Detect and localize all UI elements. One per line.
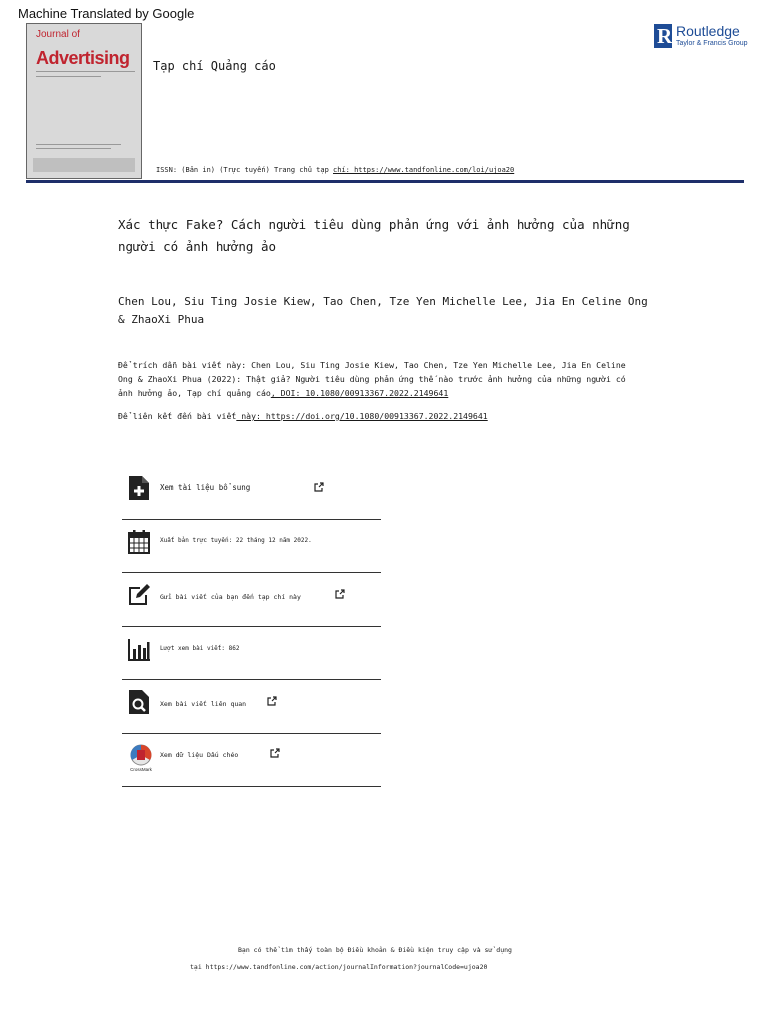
routledge-logo	[654, 22, 754, 52]
routledge-mark-letter: R	[657, 24, 673, 48]
machine-translation-banner: Machine Translated by Google	[18, 6, 195, 21]
journal-cover-image	[26, 23, 142, 179]
edit-icon	[128, 583, 150, 607]
article-title: Xác thực Fake? Cách người tiêu dùng phản ứng với ảnh hưởng của những người có ảnh hưởng ảo	[118, 217, 630, 254]
journal-name: Tạp chí Quảng cáo	[153, 59, 276, 73]
related-articles-row[interactable]	[122, 680, 381, 734]
terms-footer-line1: Bạn có thể tìm thấy toàn bộ Điều khoản & Điều kiện truy cập và sử dụng	[238, 946, 512, 954]
publisher-name: Routledge	[676, 23, 740, 39]
article-views-row	[122, 627, 381, 681]
calendar-icon	[128, 530, 150, 554]
article-link-line	[118, 411, 638, 421]
issn-text: ISSN: (Bản in) (Trực tuyến) Trang chủ tạp	[156, 166, 334, 174]
terms-footer-line2[interactable]: tại https://www.tandfonline.com/action/journalInformation?journalCode=ujoa20	[190, 963, 488, 971]
crossmark-label: Xem dữ liệu Dấu chéo	[160, 750, 239, 759]
published-online-label: Xuất bản trực tuyến: 22 tháng 12 năm 2022.	[160, 536, 312, 544]
article-authors: Chen Lou, Siu Ting Josie Kiew, Tao Chen, Tze Yen Michelle Lee, Jia En Celine Ong & ZhaoXi Phua	[118, 295, 648, 326]
published-online-row	[122, 520, 381, 574]
article-link-label: Để liên kết đến bài viết	[118, 411, 237, 421]
related-articles-label: Xem bài viết liên quan	[160, 700, 247, 708]
search-document-icon	[128, 690, 150, 714]
journal-homepage-link[interactable]: chí: https://www.tandfonline.com/loi/ujoa20	[333, 166, 515, 174]
article-views-label: Lượt xem bài viết: 862	[160, 644, 240, 652]
header-divider	[26, 180, 744, 183]
cover-pre-title: Journal of	[36, 29, 80, 40]
supplementary-material-label: Xem tài liệu bổ sung	[160, 483, 251, 492]
submit-article-label: Gửi bài viết của bạn đến tạp chí này	[160, 593, 301, 601]
bar-chart-icon	[128, 637, 150, 661]
add-file-icon	[128, 476, 150, 500]
article-doi-url[interactable]: này: https://doi.org/10.1080/00913367.2022.2149641	[236, 411, 488, 421]
publisher-subname: Taylor & Francis Group	[676, 40, 748, 47]
crossmark-icon-caption: CrossMark	[130, 766, 152, 772]
external-link-icon	[335, 589, 345, 599]
article-info-panel	[122, 466, 381, 787]
external-link-icon	[270, 748, 280, 758]
issn-line	[156, 166, 514, 174]
citation-doi-link[interactable]: , DOI: 10.1080/00913367.2022.2149641	[270, 388, 449, 398]
external-link-icon	[314, 482, 324, 492]
cover-title: Advertising	[36, 48, 130, 68]
submit-article-row[interactable]	[122, 573, 381, 627]
supplementary-material-row[interactable]	[122, 466, 381, 520]
external-link-icon	[267, 696, 277, 706]
citation-text: Để trích dẫn bài viết này: Chen Lou, Siu Ting Josie Kiew, Tao Chen, Tze Yen Michelle Lee, Jia En Celine Ong & ZhaoXi Phua (2022): Thật giả? Người tiêu dùng phản ứng thế nào trước ảnh hưởng của những người có ảnh hưởng ảo, Tạp chí quảng cáo	[118, 360, 626, 398]
crossmark-row[interactable]	[122, 734, 381, 788]
routledge-mark-icon	[654, 24, 672, 48]
citation-block	[118, 358, 638, 400]
crossmark-icon	[128, 744, 154, 772]
